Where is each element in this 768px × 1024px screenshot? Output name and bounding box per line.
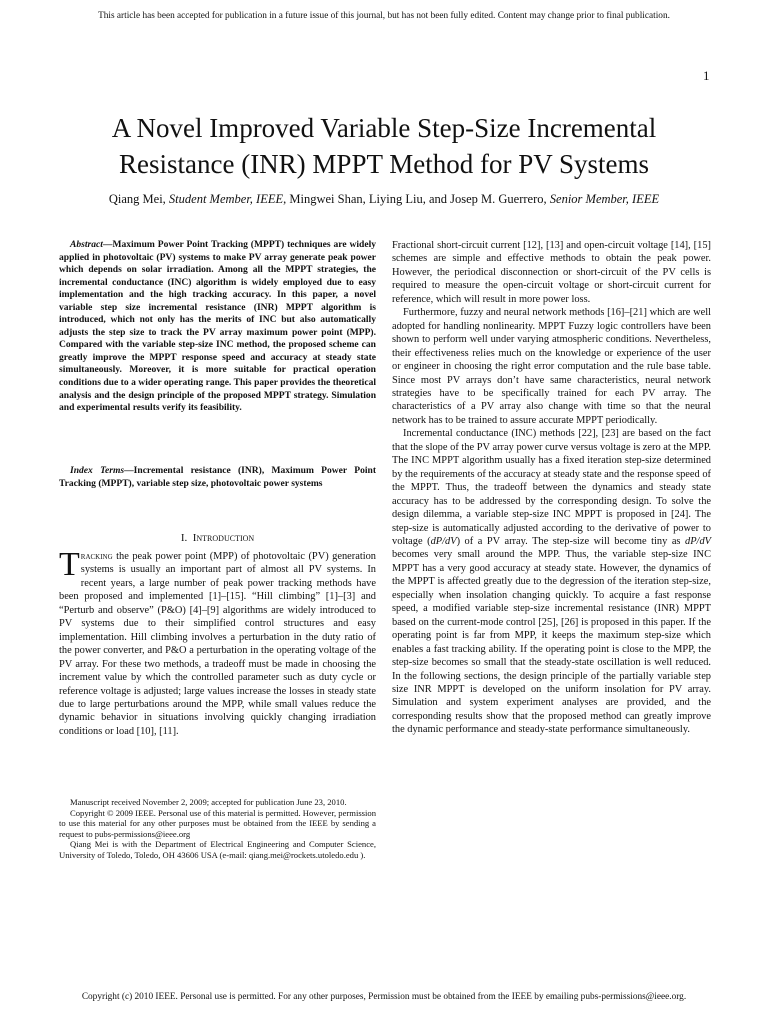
footnote-affiliation: Qiang Mei is with the Department of Electrical Engineering and Computer Science, University of Toledo, Toledo, OH 43606 USA (e-mail: qiang.mei@rockets.utoledo.edu ).	[59, 839, 376, 860]
footnote-manuscript: Manuscript received November 2, 2009; accepted for publication June 23, 2010.	[70, 797, 347, 807]
index-terms	[59, 465, 376, 490]
title-line-2: Resistance (INR) MPPT Method for PV Systems	[118, 149, 649, 179]
paragraph-fuzzy: Furthermore, fuzzy and neural network methods [16]–[21] which are well adopted for handling nonlinearity. MPPT Fuzzy logic controllers have been shown to perform well under varying atmospheric conditions. Nevertheless, their effectiveness relies much on the knowledge or experience of the user or engineer in choosing the right error computation and the rule base table. Since most PV arrays don’t have same characteristics, neural network strategies have to be specifically trained for each PV array. The characteristics of a PV array also change with time so that the neural network has to be trained to assure accurate MPPT periodically.	[392, 307, 711, 426]
introduction-paragraph	[59, 546, 376, 738]
inc-text-1: Incremental conductance (INC) methods [22], [23] are based on the fact that the slope of the PV array power curve versus voltage is zero at the MPP. The INC MPPT algorithm usually has a fixed iteration step-size determined by the requirements of the accuracy at steady state and the response speed of the MPPT. Thus, the tradeoff between the dynamics and steady state accuracy has to be addressed by the corresponding design. To solve the design dilemma, a variable step-size INC MPPT is proposed in [24]. The step-size is automatically adjusted according to the derivative of power to voltage (	[392, 428, 711, 547]
abstract	[59, 239, 376, 415]
intro-lead-word: racking	[80, 551, 113, 562]
paragraph-fractional: Fractional short-circuit current [12], [13] and open-circuit voltage [14], [15] schemes are simple and effective methods to obtain the peak power. However, the periodical disconnection or short-circuit of the PV cells is required to measure the open-circuit voltage or short-circuit current for reference, which will result in more power loss.	[392, 240, 711, 305]
title-line-1: A Novel Improved Variable Step-Size Incremental	[111, 113, 657, 143]
copyright-footer: Copyright (c) 2010 IEEE. Personal use is permitted. For any other purposes, Permission must be obtained from the IEEE by emailing pubs-permissions@ieee.org.	[81, 992, 687, 1002]
intro-text: the peak power point (MPP) of photovoltaic (PV) generation systems is usually an important part of almost all PV systems. In recent years, a large number of peak power tracking methods have been proposed and implemented [1]–[15]. “Hill climbing” [1]–[3] and “Perturb and observe” (P&O) [4]–[9] algorithms are widely introduced to PV systems due to their simplified control structures and easy implementation. Hill climbing involves a perturbation in the duty ratio of the power converter, and P&O a perturbation in the operating voltage of the PV array. For these two methods, a tradeoff must be made in choosing the increment value by which the controlled parameter such as duty cycle or reference voltage is adjusted; large values increase the losses in steady state due to large perturbations around the MPP, while small values reduce the dynamic behavior in situations involving quickly changing irradiation conditions or load [10], [11].	[59, 551, 376, 737]
index-terms-label: Index Terms	[70, 465, 125, 476]
inc-text-2: ) of a PV array. The step-size will become tiny as	[456, 535, 686, 547]
author-name: Qiang Mei,	[108, 192, 169, 206]
math-dpdv: dP/dV	[430, 535, 457, 547]
author-role: Student Member, IEEE	[168, 192, 284, 206]
section-heading	[59, 532, 376, 544]
drop-cap: T	[59, 546, 80, 583]
paragraph-inc	[392, 427, 711, 736]
page-number: 1	[703, 68, 710, 83]
paper-title	[40, 110, 728, 182]
section-title: Introduction	[192, 532, 255, 544]
math-dpdv: dP/dV	[685, 535, 711, 547]
inc-text-3: becomes very small around the MPP. Thus, the variable step-size INC MPPT has a very good accuracy at steady state. However, the dynamics of the MPPT is affected greatly due to the degression of the iteration step-size, especially when insolation changing quickly. To acquire a fast response speed, a modified variable step-size incremental resistance (INR) MPPT based on the current-mode control [25], [26] is proposed in this paper. If the operating point is far from MPP, it keeps the maximum step-size which enables a fast tracking ability. If the operating point is close to the MPP, the step-size becomes so small that the steady-state oscillation is well reduced. In the following sections, the design principle of the partially variable step size INR MPPT is developed on the uniform insolation for PV array. Simulation and system experiment analyses are provided, and the corresponding results show that the proposed method can greatly improve the dynamic performance and steady-state performance simultaneously.	[392, 549, 711, 736]
abstract-label: Abstract	[70, 239, 103, 250]
footnote-copyright: Copyright © 2009 IEEE. Personal use of this material is permitted. However, permission to use this material for any other purposes must be obtained from the IEEE by sending a request to pubs-permissions@ieee.org	[59, 807, 376, 839]
footnote	[59, 797, 376, 861]
publication-notice: This article has been accepted for publication in a future issue of this journal, but has not been fully edited. Content may change prior to final publication.	[98, 11, 670, 21]
index-terms-text: —Incremental resistance (INR), Maximum Power Point Tracking (MPPT), variable step size, photovoltaic power systems	[59, 465, 376, 489]
abstract-text: —Maximum Power Point Tracking (MPPT) techniques are widely applied in photovoltaic (PV) systems to make PV array generate peak power which depends on solar irradiation. Among all the MPPT strategies, the incremental conductance (INC) algorithm is widely employed due to easy implementation and the high tracking accuracy. In this paper, a novel variable step size incremental resistance (INR) MPPT algorithm is introduced, which not only has the merits of INC but also automatically adjusts the step size to track the PV array maximum power point (MPP). Compared with the variable step-size INC method, the proposed scheme can greatly improve the MPPT response speed and accuracy at steady state simultaneously. Moreover, it is more suitable for practical operation conditions due to a wider operating range. This paper provides the theoretical analysis and the design principle of the proposed MPPT strategy. Simulation and experimental results verify its feasibility.	[59, 239, 376, 414]
section-number: I.	[180, 532, 188, 544]
author-role: Senior Member, IEEE	[549, 192, 660, 206]
author-names-middle: , Mingwei Shan, Liying Liu, and Josep M. Guerrero,	[283, 192, 550, 206]
author-list	[40, 192, 728, 207]
right-column	[392, 239, 711, 737]
